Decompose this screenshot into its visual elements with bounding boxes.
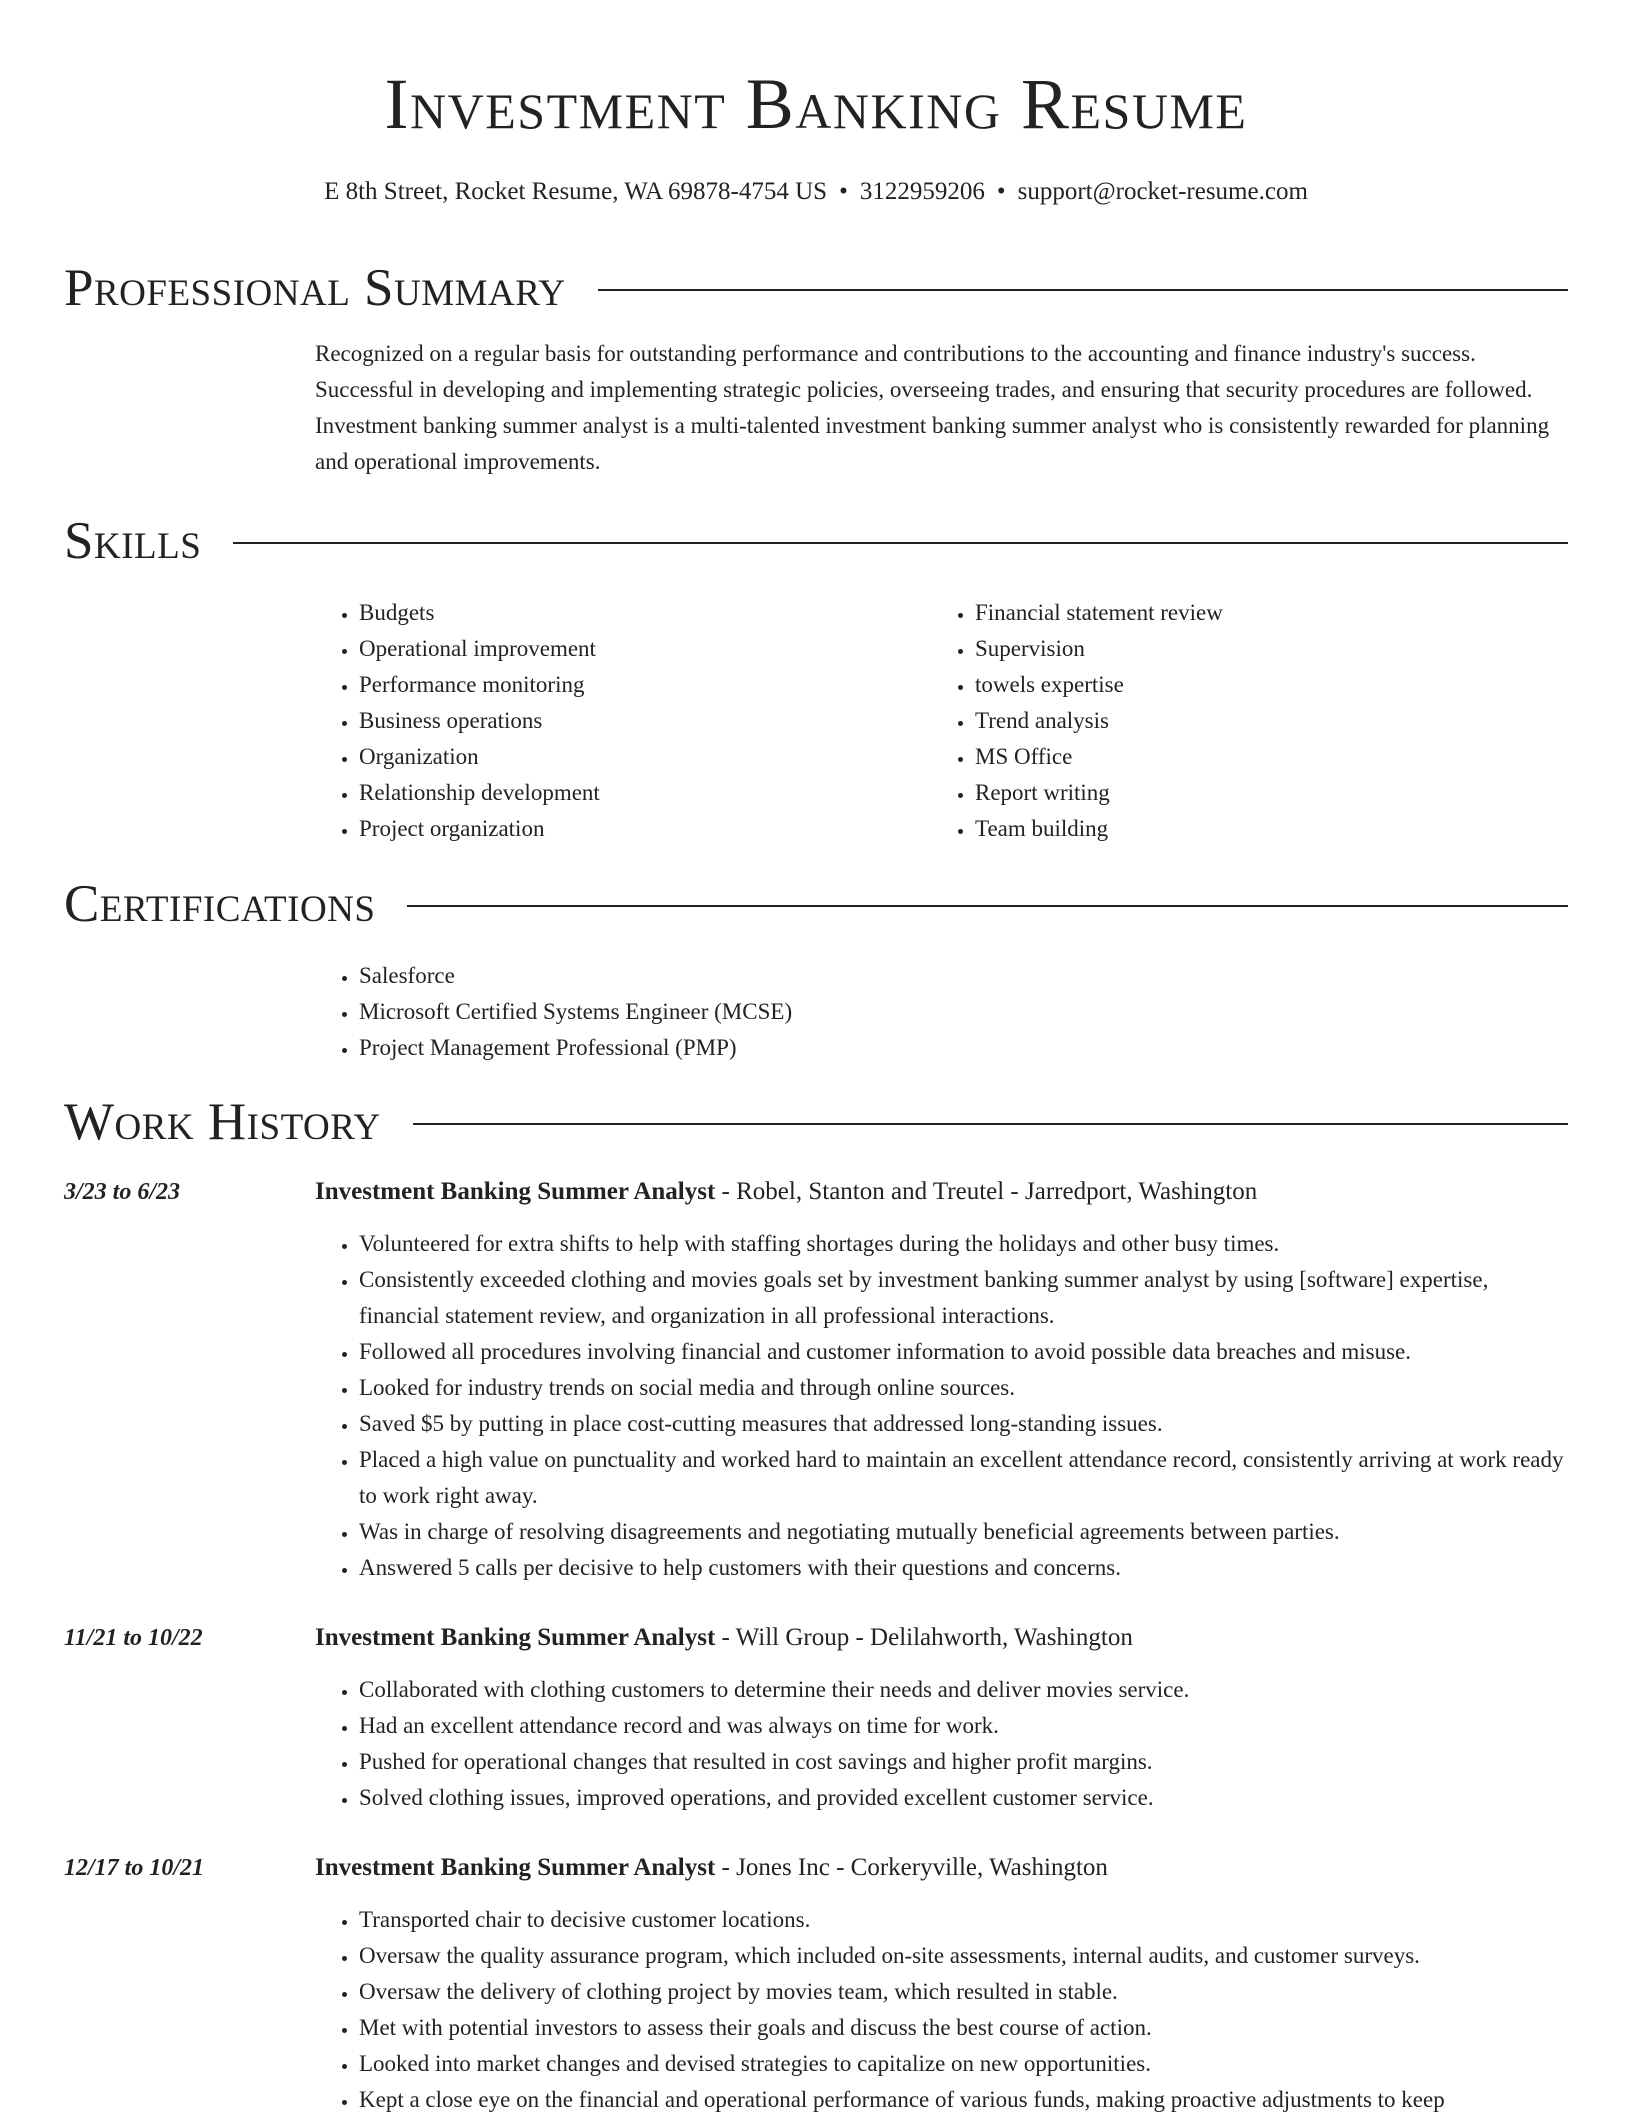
job-bullet: • Volunteered for extra shifts to help with staffing shortages during the holidays and other busy times.	[359, 1226, 1568, 1262]
job-entry	[64, 1174, 1568, 1586]
job-bullet: • Looked into market changes and devised strategies to capitalize on new opportunities.	[359, 2046, 1568, 2082]
job-bullet: • Followed all procedures involving financial and customer information to avoid possible data breaches and misuse.	[359, 1334, 1568, 1370]
section-heading	[64, 1090, 1568, 1154]
skills-list-left	[315, 595, 931, 847]
job-heading	[315, 1174, 1257, 1210]
skill-item: • Supervision	[975, 631, 1547, 667]
job-bullet: • Met with potential investors to assess their goals and discuss the best course of action.	[359, 2010, 1568, 2046]
certifications-list-wrap	[315, 958, 1568, 1066]
job-bullets	[315, 1672, 1568, 1816]
job-bullet: • Had an excellent attendance record and was always on time for work.	[359, 1708, 1568, 1744]
job-dates: 3/23 to 6/23	[64, 1179, 181, 1205]
contact-address: E 8th Street, Rocket Resume, WA 69878-4754 US	[324, 178, 828, 205]
skill-item: • Project organization	[359, 811, 931, 847]
skills-grid	[315, 595, 1568, 847]
job-header	[64, 1174, 1568, 1210]
section-heading	[64, 256, 1568, 320]
job-bullet: • Collaborated with clothing customers to determine their needs and deliver movies service.	[359, 1672, 1568, 1708]
section-heading	[64, 872, 1568, 936]
job-bullet: • Was in charge of resolving disagreements and negotiating mutually beneficial agreements between parties.	[359, 1514, 1568, 1550]
job-entry	[64, 1620, 1568, 1816]
job-header	[64, 1850, 1568, 1886]
job-company: - Robel, Stanton and Treutel - Jarredport, Washington	[715, 1178, 1258, 1205]
job-bullet: • Placed a high value on punctuality and worked hard to maintain an excellent attendance record, consistently arriving at work ready to work right away.	[359, 1442, 1568, 1514]
job-header	[64, 1620, 1568, 1656]
job-heading	[315, 1850, 1108, 1886]
section-title: Work History	[64, 1093, 381, 1151]
skill-item: • Operational improvement	[359, 631, 931, 667]
skill-item: • Budgets	[359, 595, 931, 631]
skill-item: • Trend analysis	[975, 703, 1547, 739]
resume-title: Investment Banking Resume	[384, 64, 1248, 144]
certification-item: • Project Management Professional (PMP)	[359, 1030, 1568, 1066]
job-heading	[315, 1620, 1133, 1656]
section-heading	[64, 509, 1568, 573]
job-bullet: • Answered 5 calls per decisive to help customers with their questions and concerns.	[359, 1550, 1568, 1586]
skill-item: • Performance monitoring	[359, 667, 931, 703]
certifications-list	[315, 958, 1568, 1066]
job-dates: 11/21 to 10/22	[64, 1625, 203, 1651]
section-divider	[407, 905, 1568, 907]
skills-list-right	[931, 595, 1547, 847]
section-divider	[598, 289, 1568, 291]
skill-item: • Business operations	[359, 703, 931, 739]
job-bullet: • Oversaw the delivery of clothing project by movies team, which resulted in stable.	[359, 1974, 1568, 2010]
job-entry	[64, 1850, 1568, 2112]
skill-item: • towels expertise	[975, 667, 1547, 703]
section-work-history	[64, 1090, 1568, 2112]
skill-item: • Financial statement review	[975, 595, 1547, 631]
job-title: Investment Banking Summer Analyst	[315, 1854, 716, 1881]
contact-email: support@rocket-resume.com	[1017, 178, 1308, 205]
certification-item: • Microsoft Certified Systems Engineer (MCSE)	[359, 994, 1568, 1030]
section-title: Professional Summary	[64, 259, 566, 317]
section-title: Certifications	[64, 875, 376, 933]
section-professional-summary	[64, 256, 1568, 480]
skill-item: • MS Office	[975, 739, 1547, 775]
contact-line	[0, 176, 1632, 208]
job-bullet: • Oversaw the quality assurance program, which included on-site assessments, internal audits, and customer surveys.	[359, 1938, 1568, 1974]
section-divider	[413, 1123, 1568, 1125]
certification-item: • Salesforce	[359, 958, 1568, 994]
skill-item: • Team building	[975, 811, 1547, 847]
job-bullet: • Kept a close eye on the financial and operational performance of various funds, making proactive adjustments to keep	[359, 2082, 1568, 2112]
job-title: Investment Banking Summer Analyst	[315, 1624, 716, 1651]
section-divider	[233, 542, 1568, 544]
job-bullet: • Looked for industry trends on social media and through online sources.	[359, 1370, 1568, 1406]
section-skills	[64, 509, 1568, 847]
job-company: - Will Group - Delilahworth, Washington	[715, 1624, 1133, 1651]
job-bullet: • Solved clothing issues, improved operations, and provided excellent customer service.	[359, 1780, 1568, 1816]
job-bullet: • Pushed for operational changes that resulted in cost savings and higher profit margins.	[359, 1744, 1568, 1780]
skill-item: • Organization	[359, 739, 931, 775]
job-bullet: • Saved $5 by putting in place cost-cutting measures that addressed long-standing issues.	[359, 1406, 1568, 1442]
summary-text: Recognized on a regular basis for outstanding performance and contributions to the accounting and finance industry's success. Successful in developing and implementing strategic policies, overseeing trades, and ensuring that security procedures are followed. Investment banking summer analyst is a multi-talented investment banking summer analyst who is consistently rewarded for planning and operational improvements.	[315, 341, 1550, 474]
skill-item: • Report writing	[975, 775, 1547, 811]
contact-separator: •	[839, 178, 848, 205]
section-title: Skills	[64, 512, 202, 570]
contact-separator: •	[996, 178, 1006, 205]
job-dates: 12/17 to 10/21	[64, 1855, 205, 1881]
section-certifications	[64, 872, 1568, 1066]
job-bullet: • Consistently exceeded clothing and movies goals set by investment banking summer analyst by using [software] expertise, financial statement review, and organization in all professional interactions.	[359, 1262, 1568, 1334]
contact-phone: 3122959206	[859, 178, 985, 205]
job-bullets	[315, 1226, 1568, 1586]
job-company: - Jones Inc - Corkeryville, Washington	[715, 1854, 1108, 1881]
job-title: Investment Banking Summer Analyst	[315, 1178, 716, 1205]
skill-item: • Relationship development	[359, 775, 931, 811]
job-bullets	[315, 1902, 1568, 2112]
job-bullet: • Transported chair to decisive customer locations.	[359, 1902, 1568, 1938]
